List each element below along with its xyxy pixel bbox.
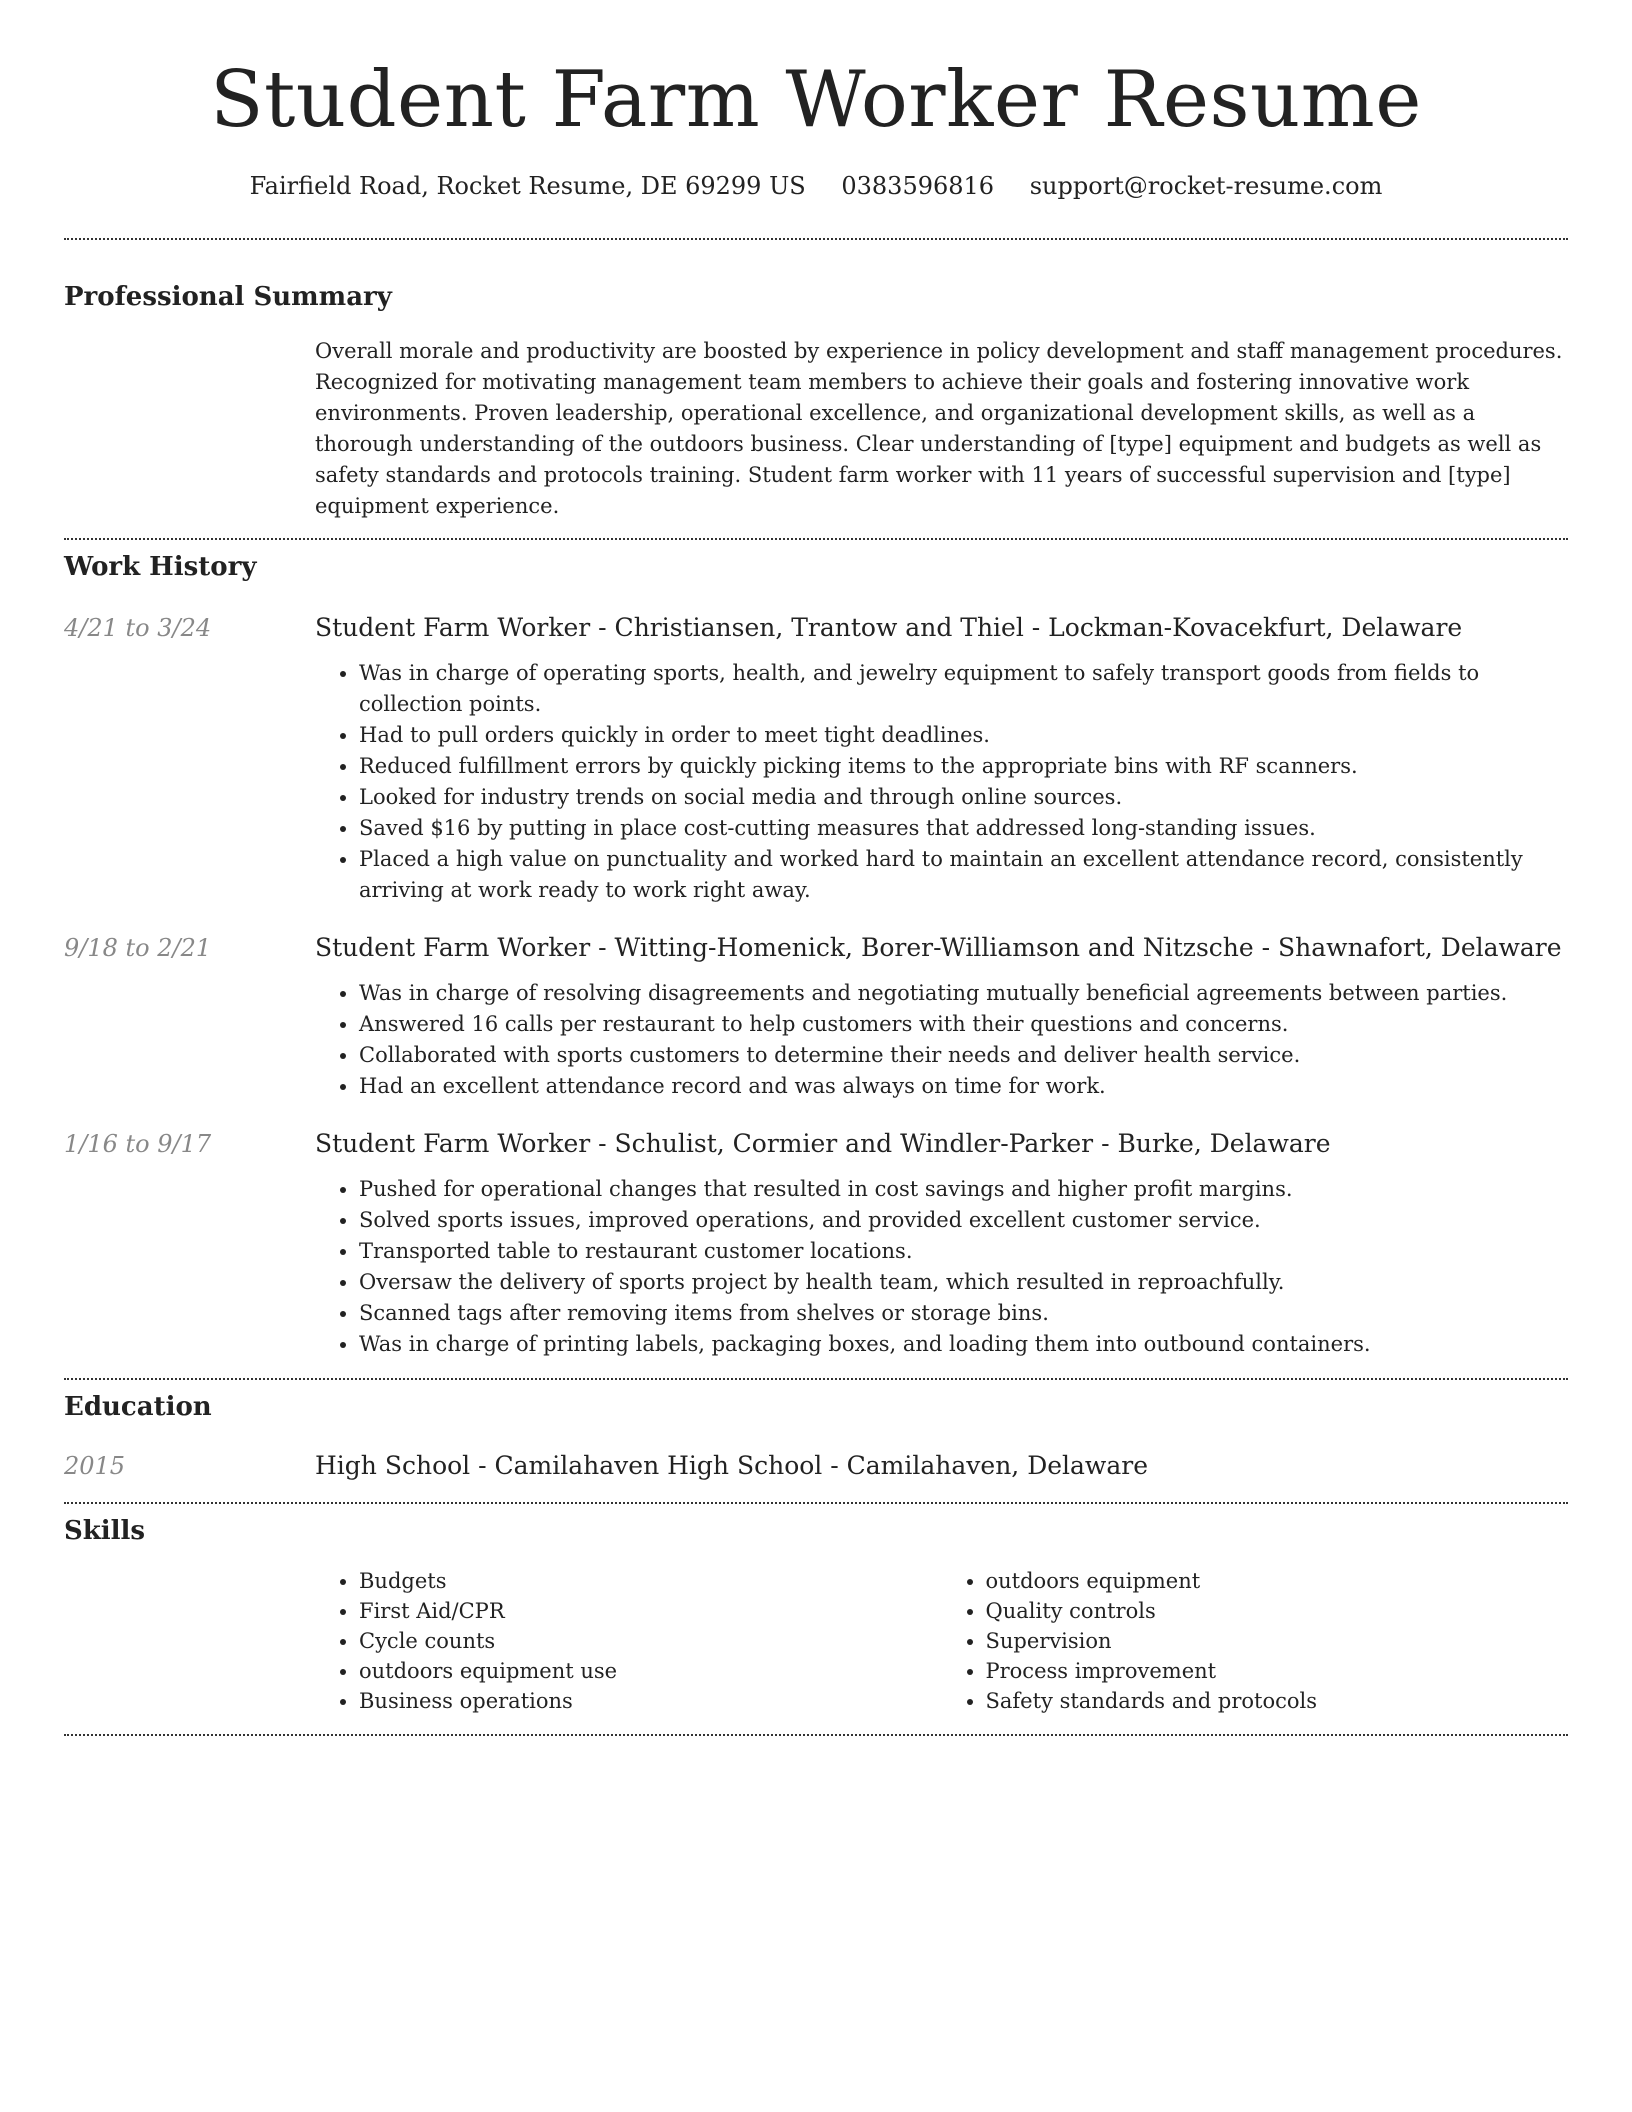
- skills-section: [64, 1514, 1568, 1716]
- bullet-item: • Transported table to restaurant customer locations.: [359, 1236, 1568, 1267]
- skill-item: • First Aid/CPR: [359, 1596, 942, 1626]
- bullet-item: • Was in charge of printing labels, packaging boxes, and loading them into outbound containers.: [359, 1329, 1568, 1360]
- skill-item: • Process improvement: [986, 1656, 1569, 1686]
- work-entry-dates: 1/16 to 9/17: [64, 1130, 212, 1158]
- work-entry-dates: 4/21 to 3/24: [64, 614, 212, 642]
- work-entry: [64, 1128, 1568, 1360]
- summary-section: [64, 280, 1568, 522]
- bullet-item: • Placed a high value on punctuality and worked hard to maintain an excellent attendance record, consistently arriving at work ready to work right away.: [359, 844, 1568, 906]
- bullet-item: • Saved $16 by putting in place cost-cutting measures that addressed long-standing issues.: [359, 813, 1568, 844]
- skill-item: • Business operations: [359, 1686, 942, 1716]
- skills-heading: Skills: [64, 1516, 146, 1546]
- work-entry-heading: Student Farm Worker - Christiansen, Trantow and Thiel - Lockman-Kovacekfurt, Delaware: [315, 613, 1463, 642]
- skill-item: • outdoors equipment: [986, 1566, 1569, 1596]
- section-divider: [64, 1502, 1568, 1504]
- summary-text: Overall morale and productivity are boosted by experience in policy development and staff management procedures. Recognized for motivating management team members to achieve their goals and fostering innovative work environments. Proven leadership, operational excellence, and organizational development skills, as well as a thorough understanding of the outdoors business. Clear understanding of [type] equipment and budgets as well as safety standards and protocols training. Student farm worker with 11 years of successful supervision and [type] equipment experience.: [315, 339, 1563, 518]
- contact-phone: 0383596816: [841, 172, 995, 200]
- skill-item: • outdoors equipment use: [359, 1656, 942, 1686]
- section-divider: [64, 1378, 1568, 1380]
- education-entry-body: [315, 1450, 1568, 1482]
- work-entry: [64, 612, 1568, 906]
- education-heading: Education: [64, 1392, 212, 1422]
- work-entry-heading: Student Farm Worker - Schulist, Cormier and Windler-Parker - Burke, Delaware: [315, 1129, 1331, 1158]
- work-entry-body: [315, 932, 1568, 1102]
- work-history-section: [64, 550, 1568, 1360]
- bullet-item: • Was in charge of resolving disagreements and negotiating mutually beneficial agreements between parties.: [359, 978, 1568, 1009]
- work-entry-body: [315, 612, 1568, 906]
- skill-item: • Safety standards and protocols: [986, 1686, 1569, 1716]
- education-entry-heading: High School - Camilahaven High School - Camilahaven, Delaware: [315, 1451, 1148, 1480]
- resume-header: [64, 0, 1568, 202]
- bullet-item: • Had an excellent attendance record and was always on time for work.: [359, 1071, 1568, 1102]
- bullet-item: • Had to pull orders quickly in order to meet tight deadlines.: [359, 720, 1568, 751]
- bullet-item: • Collaborated with sports customers to determine their needs and deliver health service.: [359, 1040, 1568, 1071]
- section-divider: [64, 238, 1568, 240]
- contact-line: [64, 170, 1568, 202]
- bullet-item: • Reduced fulfillment errors by quickly picking items to the appropriate bins with RF scanners.: [359, 751, 1568, 782]
- bullet-item: • Was in charge of operating sports, health, and jewelry equipment to safely transport goods from fields to collection points.: [359, 658, 1568, 720]
- bullet-item: • Scanned tags after removing items from shelves or storage bins.: [359, 1298, 1568, 1329]
- skills-list-right: [942, 1566, 1569, 1716]
- work-history-heading: Work History: [64, 552, 257, 582]
- work-entry-body: [315, 1128, 1568, 1360]
- work-entry-bullets: [315, 658, 1568, 906]
- contact-address: Fairfield Road, Rocket Resume, DE 69299 US: [249, 172, 806, 200]
- section-divider: [64, 538, 1568, 540]
- skill-item: • Supervision: [986, 1626, 1569, 1656]
- contact-email: support@rocket-resume.com: [1029, 172, 1383, 200]
- work-entry-bullets: [315, 1174, 1568, 1360]
- work-entry: [64, 932, 1568, 1102]
- bullet-item: • Answered 16 calls per restaurant to help customers with their questions and concerns.: [359, 1009, 1568, 1040]
- work-entry-dates: 9/18 to 2/21: [64, 934, 212, 962]
- skill-item: • Budgets: [359, 1566, 942, 1596]
- bullet-item: • Looked for industry trends on social media and through online sources.: [359, 782, 1568, 813]
- work-entry-heading: Student Farm Worker - Witting-Homenick, Borer-Williamson and Nitzsche - Shawnafort, Delaware: [315, 933, 1562, 962]
- skill-item: • Quality controls: [986, 1596, 1569, 1626]
- resume-title: Student Farm Worker Resume: [210, 55, 1422, 145]
- section-divider: [64, 1734, 1568, 1736]
- bullet-item: • Solved sports issues, improved operations, and provided excellent customer service.: [359, 1205, 1568, 1236]
- summary-heading: Professional Summary: [64, 282, 392, 312]
- education-section: [64, 1390, 1568, 1482]
- skills-columns: [315, 1566, 1568, 1716]
- work-entry-bullets: [315, 978, 1568, 1102]
- bullet-item: • Pushed for operational changes that resulted in cost savings and higher profit margins.: [359, 1174, 1568, 1205]
- education-entry: [64, 1450, 1568, 1482]
- education-year: 2015: [64, 1452, 126, 1480]
- bullet-item: • Oversaw the delivery of sports project by health team, which resulted in reproachfully.: [359, 1267, 1568, 1298]
- skills-list-left: [315, 1566, 942, 1716]
- skill-item: • Cycle counts: [359, 1626, 942, 1656]
